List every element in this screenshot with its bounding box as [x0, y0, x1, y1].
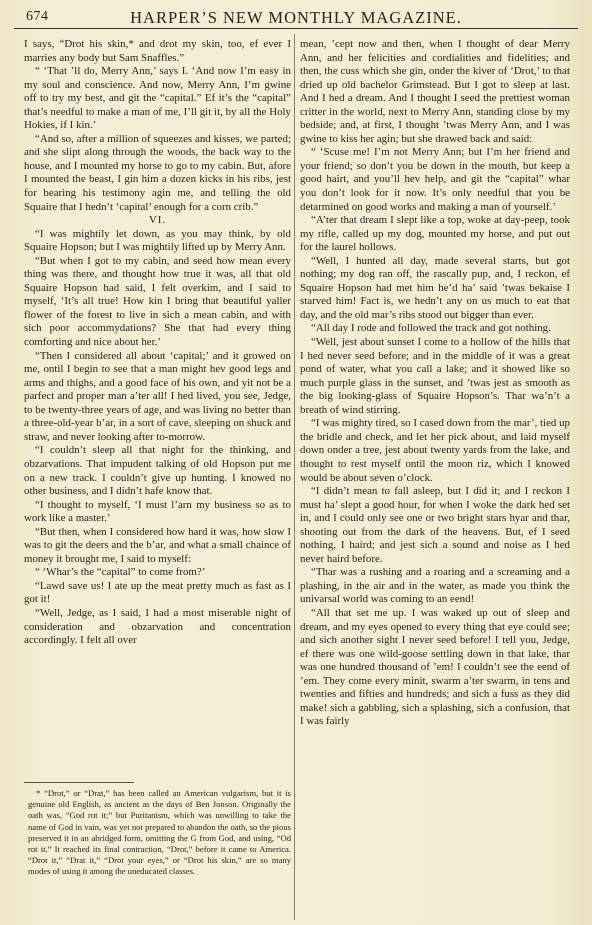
paragraph: “All that set me up. I was waked up out of sleep and dream, and my eyes opened to every thing that eye could see; and sich another sight I never seed before! I tell you, Jedge, ef there was one wild-goose settling down in that lake, thar was one hundred thousand of ’em! I couldn’t see the eend of ’em. They come every minit, swarm a’ter swarm, in tens and twenties and fifties and hundreds; and sich a fuss as they did make! sich a gabbling, sich a splashing, sich a confusion, that I was fairly	[300, 606, 570, 728]
paragraph: “And so, after a million of squeezes and kisses, we parted; and she slipt along through the woods, the back way to the house, and I mounted my horse to go to my cabin. But, afore I mounted the beast, I gin him a dozen kicks in his ribs, jest for bearing his testimony agin me, and telling the old Squaire that I hedn’t ‘capital’ enough for a corn crib.”	[24, 132, 291, 213]
paragraph: I says, “Drot his skin,* and drot my skin, too, ef ever I marries any body but Sam Snaffles.”	[24, 38, 291, 64]
column-divider	[294, 34, 295, 920]
page-number: 674	[26, 9, 49, 24]
section-heading: VI.	[148, 214, 167, 227]
paragraph: “Lawd save us! I ate up the meat pretty much as fast as I got it!	[24, 579, 291, 606]
paragraph: “I was mighty tired, so I cased down from the mar’, tied up the bridle and check, and let her pick about, and laid myself down onder a tree, jest about twenty yards from the lake, and thought to rest myself ontil the moon riz, which I knowed would be about seven o’clock.	[300, 417, 570, 484]
paragraph: “I was mightily let down, as you may think, by old Squaire Hopson; but I was mightily lifted up by Merry Ann.	[24, 227, 291, 254]
paragraph: “ ‘Whar’s the “capital” to come from?’	[35, 566, 206, 579]
paragraph: “But then, when I considered how hard it was, how slow I was to git the deers and the b’ar, and what a small chaince of money it brought me, I said to myself:	[24, 525, 291, 565]
paragraph: “But when I got to my cabin, and seed how mean every thing was there, and thought how true it was, all that old Squaire Hopson had said, I felt overkim, and I said to myself, ‘It’s all true! How kin I bring that beautiful yaller flower of the forest to live in sich a mean cabin, and with sich poor accommydations? She that had every thing comforting and nice about her.’	[24, 254, 291, 349]
paragraph: “Then I considered all about ‘capital;’ and it growed on me, ontil I begin to see that a man might hev good legs and arms and thighs, and a good face of his own, and yit not be a parfect and proper man a’ter all! I hed lived, you see, Jedge, to be twenty-three years of age, and was living no better than a three-old-year b’ar, in a sort of cave, sleeping on shuck and straw, and never looking after to-morrow.	[24, 349, 291, 443]
footnote-divider	[24, 782, 134, 783]
paragraph: “ ‘Scuse me! I’m not Merry Ann; but I’m her friend and your friend; so don’t you be down in the mouth, but keep a good hairt, and you’ll hev help, and git the “capital” whar you don’t look for it now. It’s only needful that you be detarmined on good works and making a man of yourself.’	[300, 146, 570, 213]
paragraph: “Well, jest about sunset I come to a hollow of the hills that I hed never seed before; and in the middle of it was a great pond of water, what you call a lake; and it showed like so much purple glass in the sunset, and ’twas jest as smooth as the big looking-glass of Squaire Hopson’s. Thar wa’n’t a breath of wind stirring.	[300, 336, 570, 416]
paragraph: “Well, Jedge, as I said, I had a most miserable night of consideration and obzarvation and concentration accordingly. I felt all over	[24, 606, 291, 647]
right-column	[300, 38, 570, 729]
paragraph: “Well, I hunted all day, made several starts, but got nothing; my dog ran off, the rascally pup, and, I reckon, ef Squaire Hopson had met him he’d ha’ said ’twas bekaise I starved him! Fact is, we hedn’t any on us much to eat that day, and the old mar’s ribs stood out bigger than ever.	[300, 254, 570, 321]
paragraph: mean, ’cept now and then, when I thought of dear Merry Ann, and her felicities and cordialities and fidelities; and then, the cuss which she gin, onder the kiver of ‘Drot,’ to that dried up old bachelor Grimstead. But I got to sleep at last. And I hed a dream. And I thought I seed the prettiest woman critter in the world, next to Merry Ann, standing close by my bedside; and, at first, I thought ’twas Merry Ann, and I was gwine to kiss her agin; but she drawed back and said:	[300, 38, 570, 145]
paragraph: “A’ter that dream I slept like a top, woke at day-peep, took my rifle, called up my dog, mounted my horse, and put out for the laurel hollows.	[300, 214, 570, 254]
paragraph: “I thought to myself, ‘I must l’arn my business so as to work like a master.’	[24, 498, 291, 525]
paragraph: “ ‘That ’ll do, Merry Ann,’ says I. ‘And now I’m easy in my soul and conscience. And now, Merry Ann, I’m gwine off to try my best, and git the “capital.” Ef it’s the “capital” that’s needful to make a man of me, I’ll git it, by all the Holy Hokies, if I kin.’	[24, 65, 291, 132]
page-header	[14, 6, 578, 29]
running-head: HARPER’S NEW MONTHLY MAGAZINE.	[130, 8, 462, 27]
paragraph: “Thar was a rushing and a roaring and a screaming and a plashing, in the air and in the water, as made you think the univarsal world was coming to an eend!	[300, 566, 570, 606]
footnote	[28, 788, 291, 878]
paragraph: “All day I rode and followed the track and got nothing.	[311, 322, 551, 335]
paragraph: “I didn’t mean to fall asleep, but I did it; and I reckon I must ha’ slept a good hour, for when I woke the dark hed set in, and I could only see one or two bright stars hyar and thar, shooting out from the dark of the heavens. But, ef I seed nothing, I haird; and jest sich a sound and noise as I hed never haird before.	[300, 485, 570, 565]
footnote-text: * “Drot,” or “Drat,” has been called an American vulgarism, but it is genuine old English, as ancient as the days of Ben Jonson. Originally the oath was, “God rot it;” but Puritanism, which was unwilling to take the name of God in vain, was yet not prepared to abandon the oath, so the pious preserved it in an abridged form, omitting the G from God, and using, “Od rot it.” It reached its final contraction, “Drot,” before it came to America. “Drot it,” “Drat it,” “Drot your eyes,” or “Drot his skin,” are so many modes of using it among the uneducated classes.	[28, 788, 291, 877]
left-column	[24, 38, 291, 648]
paragraph: “I couldn’t sleep all that night for the thinking, and obzarvations. That impudent talking of old Hopson put me on a new track. I couldn’t give up hunting. I knowed no other business, and I didn’t hafe know that.	[24, 444, 291, 498]
